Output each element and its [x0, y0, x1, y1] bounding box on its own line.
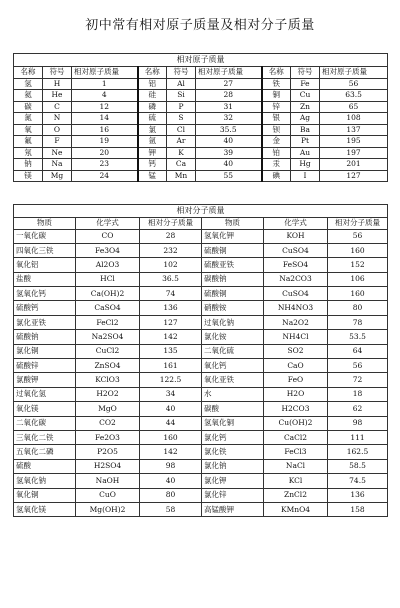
- chemical-formula: Na2CO3: [264, 272, 328, 286]
- element-symbol: Ca: [167, 159, 196, 171]
- substance-name: 氢氧化镁: [14, 502, 76, 516]
- substance-name: 氢氧化钾: [202, 229, 264, 243]
- atomic-mass: 35.5: [196, 124, 262, 136]
- element-name: 银: [262, 113, 291, 125]
- chemical-formula: H2CO3: [264, 402, 328, 416]
- chemical-formula: Fe3O4: [76, 243, 140, 257]
- element-name: 氯: [138, 124, 167, 136]
- element-symbol: Pt: [291, 136, 320, 148]
- molecular-mass: 74: [140, 287, 202, 301]
- substance-name: 五氧化二磷: [14, 445, 76, 459]
- column-header: 物质: [202, 218, 264, 230]
- molecular-mass: 80: [140, 488, 202, 502]
- molecular-mass: 56: [328, 229, 388, 243]
- table-row: [14, 78, 388, 90]
- atomic-mass: 12: [72, 101, 138, 113]
- element-name: 氟: [14, 136, 43, 148]
- table-row: [14, 136, 388, 148]
- molecular-mass: 142: [140, 445, 202, 459]
- element-name: 金: [262, 136, 291, 148]
- column-header: 相对原子质量: [72, 67, 138, 79]
- molecular-mass: 18: [328, 387, 388, 401]
- table-row: [14, 229, 388, 243]
- chemical-formula: NH4NO3: [264, 301, 328, 315]
- substance-name: 氯化铜: [14, 344, 76, 358]
- chemical-formula: CuSO4: [264, 287, 328, 301]
- table-row: [14, 258, 388, 272]
- column-header: 物质: [14, 218, 76, 230]
- chemical-formula: CaSO4: [76, 301, 140, 315]
- molecular-mass: 160: [328, 287, 388, 301]
- chemical-formula: ZnCl2: [264, 488, 328, 502]
- atomic-mass: 23: [72, 159, 138, 171]
- element-name: 氢: [14, 78, 43, 90]
- element-symbol: Fe: [291, 78, 320, 90]
- table-row: [14, 402, 388, 416]
- element-name: 镁: [14, 170, 43, 182]
- substance-name: 硫酸钠: [14, 330, 76, 344]
- chemical-formula: NH4Cl: [264, 330, 328, 344]
- atomic-mass: 65: [320, 101, 388, 113]
- atomic-mass: 32: [196, 113, 262, 125]
- element-symbol: I: [291, 170, 320, 182]
- element-name: 氮: [14, 113, 43, 125]
- element-symbol: Mg: [43, 170, 72, 182]
- atomic-mass: 20: [72, 147, 138, 159]
- substance-name: 氯化亚铁: [14, 315, 76, 329]
- atomic-mass: 28: [196, 90, 262, 102]
- molecular-mass: 74.5: [328, 474, 388, 488]
- column-header: 名称: [14, 67, 43, 79]
- atomic-mass: 108: [320, 113, 388, 125]
- molecular-mass: 62: [328, 402, 388, 416]
- substance-name: 高锰酸钾: [202, 502, 264, 516]
- molecular-mass: 122.5: [140, 373, 202, 387]
- molecular-mass: 127: [140, 315, 202, 329]
- element-symbol: Cl: [167, 124, 196, 136]
- element-symbol: H: [43, 78, 72, 90]
- element-name: 锰: [138, 170, 167, 182]
- atomic-mass: 40: [196, 159, 262, 171]
- substance-name: 氯化钙: [202, 430, 264, 444]
- substance-name: 氢氧化钠: [14, 474, 76, 488]
- element-name: 氧: [14, 124, 43, 136]
- atomic-mass: 24: [72, 170, 138, 182]
- chemical-formula: FeCl3: [264, 445, 328, 459]
- table-row: [14, 430, 388, 444]
- table-row: [14, 459, 388, 473]
- chemical-formula: MgO: [76, 402, 140, 416]
- molecular-mass: 56: [328, 359, 388, 373]
- molecular-table-caption: 相对分子质量: [14, 205, 388, 218]
- molecular-mass: 98: [140, 459, 202, 473]
- table-row: [14, 124, 388, 136]
- table-row: [14, 90, 388, 102]
- element-symbol: Si: [167, 90, 196, 102]
- table-row: [14, 101, 388, 113]
- column-header: 相对分子质量: [328, 218, 388, 230]
- molecular-mass: 34: [140, 387, 202, 401]
- element-name: 钙: [138, 159, 167, 171]
- chemical-formula: KClO3: [76, 373, 140, 387]
- table-row: [14, 330, 388, 344]
- substance-name: 硫酸锌: [14, 359, 76, 373]
- column-header: 化学式: [264, 218, 328, 230]
- chemical-formula: Ca(OH)2: [76, 287, 140, 301]
- chemical-formula: CuO: [76, 488, 140, 502]
- table-row: [14, 287, 388, 301]
- element-name: 硫: [138, 113, 167, 125]
- element-symbol: S: [167, 113, 196, 125]
- molecular-mass: 106: [328, 272, 388, 286]
- atomic-mass: 4: [72, 90, 138, 102]
- table-row: [14, 113, 388, 125]
- chemical-formula: Na2SO4: [76, 330, 140, 344]
- element-symbol: Ne: [43, 147, 72, 159]
- element-name: 铜: [262, 90, 291, 102]
- element-name: 铁: [262, 78, 291, 90]
- molecular-mass: 78: [328, 315, 388, 329]
- atomic-mass: 27: [196, 78, 262, 90]
- substance-name: 硫酸铜: [202, 243, 264, 257]
- molecular-mass: 28: [140, 229, 202, 243]
- element-symbol: He: [43, 90, 72, 102]
- element-name: 磷: [138, 101, 167, 113]
- element-name: 氦: [14, 90, 43, 102]
- substance-name: 氯化钾: [202, 474, 264, 488]
- element-symbol: F: [43, 136, 72, 148]
- molecular-mass: 72: [328, 373, 388, 387]
- column-header: 符号: [167, 67, 196, 79]
- atomic-mass: 40: [196, 136, 262, 148]
- chemical-formula: H2O: [264, 387, 328, 401]
- molecular-mass: 64: [328, 344, 388, 358]
- atomic-mass: 16: [72, 124, 138, 136]
- column-header: 相对分子质量: [140, 218, 202, 230]
- atomic-mass: 39: [196, 147, 262, 159]
- chemical-formula: Mg(OH)2: [76, 502, 140, 516]
- table-row: [14, 416, 388, 430]
- element-name: 锌: [262, 101, 291, 113]
- atomic-mass: 197: [320, 147, 388, 159]
- substance-name: 氧化铝: [14, 258, 76, 272]
- table-row: [14, 159, 388, 171]
- chemical-formula: H2SO4: [76, 459, 140, 473]
- molecular-mass: 158: [328, 502, 388, 516]
- chemical-formula: CO2: [76, 416, 140, 430]
- table-row: [14, 315, 388, 329]
- molecular-mass: 232: [140, 243, 202, 257]
- substance-name: 水: [202, 387, 264, 401]
- substance-name: 二氧化硫: [202, 344, 264, 358]
- chemical-formula: FeO: [264, 373, 328, 387]
- column-header: 相对原子质量: [320, 67, 388, 79]
- element-symbol: Mn: [167, 170, 196, 182]
- table-row: [14, 301, 388, 315]
- atomic-mass-table: [13, 53, 388, 182]
- atomic-mass: 55: [196, 170, 262, 182]
- substance-name: 过氧化钠: [202, 315, 264, 329]
- molecular-mass: 160: [140, 430, 202, 444]
- table-row: [14, 170, 388, 182]
- molecular-mass: 162.5: [328, 445, 388, 459]
- atomic-mass: 14: [72, 113, 138, 125]
- substance-name: 氯化铁: [202, 445, 264, 459]
- substance-name: 氧化钙: [202, 359, 264, 373]
- molecular-mass: 135: [140, 344, 202, 358]
- chemical-formula: SO2: [264, 344, 328, 358]
- substance-name: 氢氧化铜: [202, 416, 264, 430]
- chemical-formula: KCl: [264, 474, 328, 488]
- atomic-mass: 137: [320, 124, 388, 136]
- element-symbol: Cu: [291, 90, 320, 102]
- element-name: 氖: [14, 147, 43, 159]
- element-symbol: Zn: [291, 101, 320, 113]
- substance-name: 硫酸: [14, 459, 76, 473]
- element-name: 钠: [14, 159, 43, 171]
- substance-name: 氯化钠: [202, 459, 264, 473]
- chemical-formula: HCl: [76, 272, 140, 286]
- substance-name: 氧化铜: [14, 488, 76, 502]
- element-name: 硅: [138, 90, 167, 102]
- element-name: 碳: [14, 101, 43, 113]
- substance-name: 硫酸铜: [202, 287, 264, 301]
- table-row: [14, 243, 388, 257]
- molecular-mass: 44: [140, 416, 202, 430]
- molecular-mass: 136: [140, 301, 202, 315]
- element-name: 钾: [138, 147, 167, 159]
- molecular-mass: 53.5: [328, 330, 388, 344]
- column-header: 化学式: [76, 218, 140, 230]
- molecular-mass: 111: [328, 430, 388, 444]
- table-row: [14, 344, 388, 358]
- molecular-mass: 58.5: [328, 459, 388, 473]
- substance-name: 硫酸亚铁: [202, 258, 264, 272]
- substance-name: 过氧化氢: [14, 387, 76, 401]
- table-row: [14, 387, 388, 401]
- chemical-formula: CaCl2: [264, 430, 328, 444]
- substance-name: 一氧化碳: [14, 229, 76, 243]
- element-symbol: Ag: [291, 113, 320, 125]
- chemical-formula: Cu(OH)2: [264, 416, 328, 430]
- document-title: 初中常有相对原子质量及相对分子质量: [85, 18, 315, 33]
- molecular-mass: 161: [140, 359, 202, 373]
- molecular-mass: 40: [140, 474, 202, 488]
- element-name: 钡: [262, 124, 291, 136]
- chemical-formula: H2O2: [76, 387, 140, 401]
- element-symbol: K: [167, 147, 196, 159]
- substance-name: 氯酸钾: [14, 373, 76, 387]
- molecular-mass: 142: [140, 330, 202, 344]
- table-row: [14, 502, 388, 516]
- chemical-formula: ZnSO4: [76, 359, 140, 373]
- chemical-formula: CO: [76, 229, 140, 243]
- atomic-mass: 1: [72, 78, 138, 90]
- atomic-mass: 195: [320, 136, 388, 148]
- table-row: [14, 272, 388, 286]
- molecular-mass: 98: [328, 416, 388, 430]
- element-symbol: P: [167, 101, 196, 113]
- molecular-mass: 80: [328, 301, 388, 315]
- element-name: 铂: [262, 147, 291, 159]
- table-row: [14, 488, 388, 502]
- chemical-formula: NaOH: [76, 474, 140, 488]
- atomic-mass: 201: [320, 159, 388, 171]
- chemical-formula: CaO: [264, 359, 328, 373]
- substance-name: 氯化锌: [202, 488, 264, 502]
- element-symbol: Au: [291, 147, 320, 159]
- molecular-mass: 160: [328, 243, 388, 257]
- substance-name: 碳酸钠: [202, 272, 264, 286]
- element-symbol: Hg: [291, 159, 320, 171]
- element-name: 氩: [138, 136, 167, 148]
- atomic-mass: 56: [320, 78, 388, 90]
- molecular-mass: 40: [140, 402, 202, 416]
- substance-name: 四氧化三铁: [14, 243, 76, 257]
- element-symbol: C: [43, 101, 72, 113]
- table-row: [14, 474, 388, 488]
- molecular-mass: 136: [328, 488, 388, 502]
- substance-name: 氧化亚铁: [202, 373, 264, 387]
- substance-name: 盐酸: [14, 272, 76, 286]
- table-row: [14, 373, 388, 387]
- element-symbol: Al: [167, 78, 196, 90]
- atomic-mass: 127: [320, 170, 388, 182]
- substance-name: 二氧化碳: [14, 416, 76, 430]
- substance-name: 硝酸铵: [202, 301, 264, 315]
- chemical-formula: KOH: [264, 229, 328, 243]
- substance-name: 硫酸钙: [14, 301, 76, 315]
- chemical-formula: Na2O2: [264, 315, 328, 329]
- chemical-formula: CuSO4: [264, 243, 328, 257]
- molecular-mass: 36.5: [140, 272, 202, 286]
- substance-name: 氢氧化钙: [14, 287, 76, 301]
- molecular-mass: 58: [140, 502, 202, 516]
- table-row: [14, 359, 388, 373]
- chemical-formula: Fe2O3: [76, 430, 140, 444]
- column-header: 符号: [43, 67, 72, 79]
- chemical-formula: FeSO4: [264, 258, 328, 272]
- atomic-table-caption: 相对原子质量: [14, 54, 388, 67]
- element-symbol: Na: [43, 159, 72, 171]
- atomic-mass: 19: [72, 136, 138, 148]
- element-symbol: Ba: [291, 124, 320, 136]
- element-symbol: N: [43, 113, 72, 125]
- molecular-mass-table: [13, 204, 388, 517]
- molecular-mass: 102: [140, 258, 202, 272]
- atomic-mass: 31: [196, 101, 262, 113]
- chemical-formula: CuCl2: [76, 344, 140, 358]
- element-name: 碘: [262, 170, 291, 182]
- column-header: 符号: [291, 67, 320, 79]
- chemical-formula: FeCl2: [76, 315, 140, 329]
- column-header: 名称: [138, 67, 167, 79]
- element-name: 汞: [262, 159, 291, 171]
- molecular-mass: 152: [328, 258, 388, 272]
- substance-name: 氧化镁: [14, 402, 76, 416]
- column-header: 相对原子质量: [196, 67, 262, 79]
- element-symbol: O: [43, 124, 72, 136]
- element-name: 铝: [138, 78, 167, 90]
- element-symbol: Ar: [167, 136, 196, 148]
- chemical-formula: Al2O3: [76, 258, 140, 272]
- chemical-formula: KMnO4: [264, 502, 328, 516]
- chemical-formula: NaCl: [264, 459, 328, 473]
- atomic-mass: 63.5: [320, 90, 388, 102]
- substance-name: 三氧化二铁: [14, 430, 76, 444]
- substance-name: 碳酸: [202, 402, 264, 416]
- table-row: [14, 147, 388, 159]
- column-header: 名称: [262, 67, 291, 79]
- substance-name: 氯化铵: [202, 330, 264, 344]
- chemical-formula: P2O5: [76, 445, 140, 459]
- table-row: [14, 445, 388, 459]
